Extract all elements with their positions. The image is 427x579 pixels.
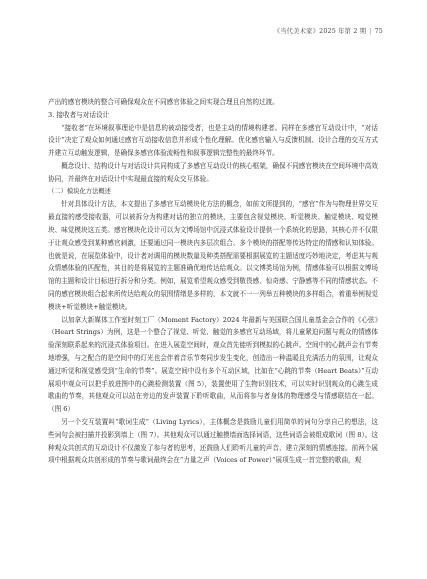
section-heading: 3. 接收者与对话设计 xyxy=(48,110,110,119)
header-separator: | xyxy=(369,28,372,35)
running-header xyxy=(274,26,383,35)
paragraph-intro-tail: 产出的感官模块的整合可确保观众在不同感官体验之间实现合理且自然的过渡。 xyxy=(48,98,279,106)
paragraph-heart-strings: 以加拿大新媒体工作室时刻工厂（Moment Factory）2024 年最新与美国联合国儿童基金会合作的《心弦》（Heart Strings）为例，这是一个整合了视觉、听觉、触觉的多感官互动场域，将儿童紧迫问题与观众的情感体验深刻联系起来的沉浸式体验项目。在进入展览空间时，观众首先能听到模拟的心跳声。空间中的心跳声会有节奏地增强，与之配合的是空间中的灯光也会伴着音乐节奏同步发生变化，创造出一种温暖且充满活力的氛围，让观众通过听觉和视觉感受到“生命的节奏”。展览空间中设有多个互动区域，比如在“心跳的节奏（Heart Beats）”互动展项中观众可以把手放进图中的心跳检测装置（图 5），装置使用了生物识别技术，可以实时识别观众的心跳生成歌曲的节奏，其他观众可以站在旁边的发声装置下聆听歌曲，从而将参与者身体的物理感受与情感联结在一起。（图 6） xyxy=(48,315,378,414)
paragraph-framework: 概念设计、结构设计与对话设计共同构成了多感官互动设计的核心框架，确保不同感官模块在空间环境中高效协同，并最终在对话设计中实现最直接的观众交互体验。 xyxy=(48,161,378,183)
issue-label: 2025 年第 2 期 xyxy=(319,28,367,35)
paragraph-receiver: “接收者”在环境叙事理论中是信息的被动接受者，也是主动的情境构建者。同样在多感官互动设计中，“对话设计”决定了观众如何通过感官互动接收信息并形成个性化理解。优化感官输入与反馈机制、设计合理的交互方式并建立互动触发逻辑，是确保多感官体验流畅性和叙事逻辑完整性的最终环节。 xyxy=(48,123,378,158)
page-number: 75 xyxy=(374,28,383,35)
journal-name: 《当代美术家》 xyxy=(273,28,320,35)
article-body xyxy=(48,96,378,467)
subsection-heading: （二）模块化方法概述 xyxy=(48,187,111,195)
paragraph-living-lyrics: 另一个交互装置叫“歌词生成”（Living Lyrics），主体概念是鼓励儿童们用简单的词句分享自己的想法，这些词句会被扫描并投影到墙上（图 7）。其他观众可以通过触摸墙面选择词语，这些词语会被组成歌词（图 8）。这种观众共创式的互动设计不仅激发了参与者的思考，还鼓励人们聆听儿童的声音、建立深刻的情感连接。前两个展项中根据观众共创形成的节奏与歌词最终会在“力量之声（Voices of Power）”展项生成一首完整的歌曲，观 xyxy=(48,417,378,465)
paragraph-modular-method: 针对具体设计方法，本文提出了多感官互动模块化方法的概念，如前文所提到的，“感官”作为与物理世界交互最直接的感受接收器，可以被拆分为构建对话的独立的模块，主要包含视觉模块、听觉模块、触觉模块、嗅觉模块、味觉模块这五类。感官模块化设计可以为文博场馆中沉浸式体验设计提供一个系统化的思路，其核心并不仅限于让观众感受到某种感官刺激，还要通过同一模块内多层次组合、多个模块的搭配等传达特定的情感和认知体验。也就是说，在展览体验中，设计者对调用的模块数量及种类搭配需要根据展览的主题适度巧妙地决定，考虑其与观众情感体验的匹配性，其目的是将展览的主题准确优地传达给观众。以文博类场馆为例，情感体验可以根据文博场馆的主题和设计目标进行拆分和分类。例如，展览希望观众感受到敬畏感、惊奇感、宁静感等不同的情感状态。不同的感官模块组合起来所传达给观众的氛围情绪是多样的，本文就不一一列举五种模块的多样组合，着重举例视觉模块+听觉模块+触觉模块。 xyxy=(48,200,378,311)
